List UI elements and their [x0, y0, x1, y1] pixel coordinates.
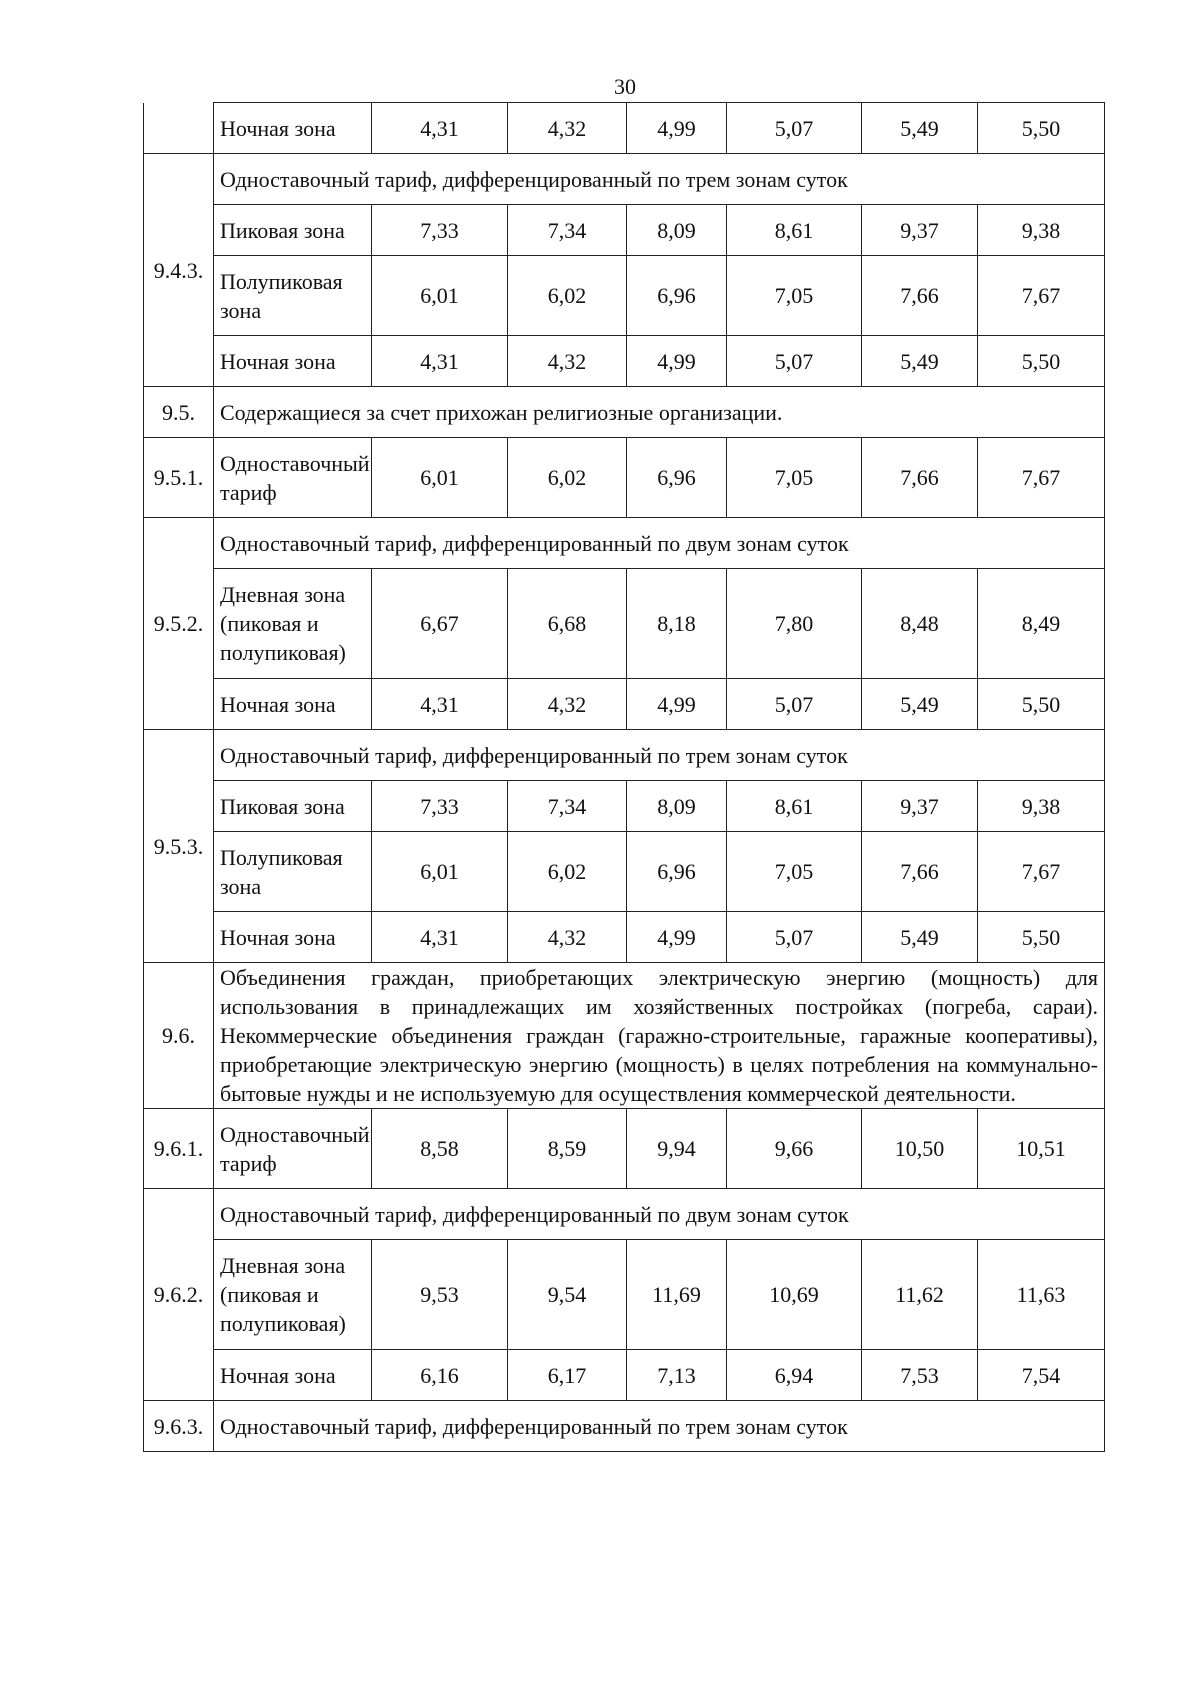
tariff-value: 9,54 — [508, 1240, 627, 1350]
zone-label: Одноставочный тариф — [214, 1109, 372, 1189]
tariff-value: 9,53 — [372, 1240, 508, 1350]
tariff-value: 5,07 — [727, 336, 862, 387]
tariff-value: 7,33 — [372, 781, 508, 832]
table-row — [144, 1109, 1105, 1189]
zone-label: Ночная зона — [214, 912, 372, 963]
table-row — [144, 387, 1105, 438]
item-number-cell: 9.6.1. — [144, 1109, 214, 1189]
tariff-value: 8,09 — [627, 205, 727, 256]
tariff-value: 6,68 — [508, 569, 627, 679]
zone-label: Ночная зона — [214, 679, 372, 730]
tariff-value: 10,69 — [727, 1240, 862, 1350]
tariff-value: 7,05 — [727, 256, 862, 336]
tariff-value: 8,61 — [727, 781, 862, 832]
zone-label: Дневная зона (пиковая и полупиковая) — [214, 569, 372, 679]
table-row — [144, 569, 1105, 679]
tariff-value: 6,96 — [627, 832, 727, 912]
table-row — [144, 256, 1105, 336]
table-row — [144, 154, 1105, 205]
item-number-cell: 9.6.3. — [144, 1401, 214, 1452]
table-row — [144, 1189, 1105, 1240]
tariff-value: 5,50 — [978, 679, 1105, 730]
tariff-group-header: Одноставочный тариф, дифференцированный по трем зонам суток — [214, 730, 1105, 781]
tariff-value: 8,58 — [372, 1109, 508, 1189]
tariff-value: 8,49 — [978, 569, 1105, 679]
tariff-value: 7,54 — [978, 1350, 1105, 1401]
tariff-value: 11,62 — [862, 1240, 978, 1350]
section-title: Содержащиеся за счет прихожан религиозные организации. — [214, 387, 1105, 438]
tariff-value: 8,09 — [627, 781, 727, 832]
tariff-value: 5,50 — [978, 912, 1105, 963]
table-row — [144, 679, 1105, 730]
tariff-value: 7,33 — [372, 205, 508, 256]
zone-label: Полупиковая зона — [214, 832, 372, 912]
table-row — [144, 963, 1105, 1109]
zone-label: Пиковая зона — [214, 205, 372, 256]
item-number-cell: 9.4.3. — [144, 154, 214, 387]
tariff-value: 6,01 — [372, 438, 508, 518]
table-row — [144, 103, 1105, 154]
zone-label: Пиковая зона — [214, 781, 372, 832]
tariff-value: 7,67 — [978, 438, 1105, 518]
table-row — [144, 1240, 1105, 1350]
zone-label: Дневная зона (пиковая и полупиковая) — [214, 1240, 372, 1350]
item-number-cell: 9.6.2. — [144, 1189, 214, 1401]
table-row — [144, 832, 1105, 912]
tariff-value: 7,80 — [727, 569, 862, 679]
tariff-value: 6,02 — [508, 438, 627, 518]
tariff-value: 4,99 — [627, 103, 727, 154]
tariff-table — [143, 102, 1105, 1452]
tariff-value: 7,66 — [862, 832, 978, 912]
tariff-value: 5,50 — [978, 336, 1105, 387]
tariff-value: 4,32 — [508, 679, 627, 730]
tariff-value: 6,02 — [508, 832, 627, 912]
tariff-value: 7,67 — [978, 832, 1105, 912]
tariff-value: 7,05 — [727, 438, 862, 518]
tariff-value: 7,67 — [978, 256, 1105, 336]
tariff-value: 6,02 — [508, 256, 627, 336]
tariff-value: 5,50 — [978, 103, 1105, 154]
table-row — [144, 518, 1105, 569]
tariff-value: 10,51 — [978, 1109, 1105, 1189]
tariff-value: 9,66 — [727, 1109, 862, 1189]
tariff-value: 4,99 — [627, 912, 727, 963]
tariff-value: 6,96 — [627, 256, 727, 336]
tariff-value: 6,01 — [372, 832, 508, 912]
table-row — [144, 730, 1105, 781]
tariff-value: 10,50 — [862, 1109, 978, 1189]
tariff-value: 4,31 — [372, 912, 508, 963]
table-row — [144, 336, 1105, 387]
tariff-value: 4,32 — [508, 103, 627, 154]
tariff-value: 5,49 — [862, 912, 978, 963]
tariff-value: 7,66 — [862, 438, 978, 518]
table-row — [144, 781, 1105, 832]
tariff-value: 4,31 — [372, 679, 508, 730]
tariff-value: 11,69 — [627, 1240, 727, 1350]
tariff-value: 4,32 — [508, 912, 627, 963]
item-number-cell: 9.6. — [144, 963, 214, 1109]
table-row — [144, 438, 1105, 518]
zone-label: Полупиковая зона — [214, 256, 372, 336]
tariff-value: 9,37 — [862, 205, 978, 256]
zone-label: Ночная зона — [214, 1350, 372, 1401]
tariff-value: 4,99 — [627, 679, 727, 730]
tariff-value: 7,53 — [862, 1350, 978, 1401]
tariff-value: 6,96 — [627, 438, 727, 518]
tariff-value: 9,38 — [978, 781, 1105, 832]
tariff-value: 5,49 — [862, 336, 978, 387]
tariff-value: 7,66 — [862, 256, 978, 336]
tariff-value: 7,05 — [727, 832, 862, 912]
tariff-value: 5,07 — [727, 912, 862, 963]
table-row — [144, 1401, 1105, 1452]
tariff-value: 6,17 — [508, 1350, 627, 1401]
tariff-value: 7,34 — [508, 205, 627, 256]
tariff-value: 8,59 — [508, 1109, 627, 1189]
tariff-value: 7,34 — [508, 781, 627, 832]
tariff-value: 5,07 — [727, 679, 862, 730]
tariff-group-header: Одноставочный тариф, дифференцированный по трем зонам суток — [214, 154, 1105, 205]
tariff-value: 6,01 — [372, 256, 508, 336]
tariff-value: 5,49 — [862, 103, 978, 154]
tariff-value: 6,67 — [372, 569, 508, 679]
table-row — [144, 1350, 1105, 1401]
table-row — [144, 205, 1105, 256]
tariff-value: 9,38 — [978, 205, 1105, 256]
item-number-cell: 9.5.3. — [144, 730, 214, 963]
tariff-value: 11,63 — [978, 1240, 1105, 1350]
tariff-value: 6,16 — [372, 1350, 508, 1401]
tariff-value: 9,37 — [862, 781, 978, 832]
zone-label: Одноставочный тариф — [214, 438, 372, 518]
tariff-value: 5,49 — [862, 679, 978, 730]
tariff-value: 4,32 — [508, 336, 627, 387]
tariff-value: 4,31 — [372, 103, 508, 154]
table-row — [144, 912, 1105, 963]
tariff-value: 8,48 — [862, 569, 978, 679]
zone-label: Ночная зона — [214, 336, 372, 387]
tariff-group-header: Одноставочный тариф, дифференцированный по двум зонам суток — [214, 518, 1105, 569]
section-title: Объединения граждан, приобретающих электрическую энергию (мощность) для использования в принадлежащих им хозяйственных постройках (погреба, сараи). Некоммерческие объединения граждан (гаражно-строительные, гаражные кооперативы), приобретающие электрическую энергию (мощность) в целях потребления на коммунально-бытовые нужды и не используемую для осуществления коммерческой деятельности. — [214, 963, 1105, 1109]
tariff-group-header: Одноставочный тариф, дифференцированный по двум зонам суток — [214, 1189, 1105, 1240]
tariff-value: 8,61 — [727, 205, 862, 256]
zone-label: Ночная зона — [214, 103, 372, 154]
item-number-cell: 9.5.2. — [144, 518, 214, 730]
tariff-group-header: Одноставочный тариф, дифференцированный по трем зонам суток — [214, 1401, 1105, 1452]
tariff-value: 4,31 — [372, 336, 508, 387]
tariff-value: 6,94 — [727, 1350, 862, 1401]
item-number-cell: 9.5. — [144, 387, 214, 438]
tariff-value: 4,99 — [627, 336, 727, 387]
tariff-value: 8,18 — [627, 569, 727, 679]
tariff-value: 5,07 — [727, 103, 862, 154]
page-number: 30 — [614, 74, 636, 99]
tariff-value: 9,94 — [627, 1109, 727, 1189]
item-number-cell — [144, 103, 214, 154]
item-number-cell: 9.5.1. — [144, 438, 214, 518]
tariff-value: 7,13 — [627, 1350, 727, 1401]
